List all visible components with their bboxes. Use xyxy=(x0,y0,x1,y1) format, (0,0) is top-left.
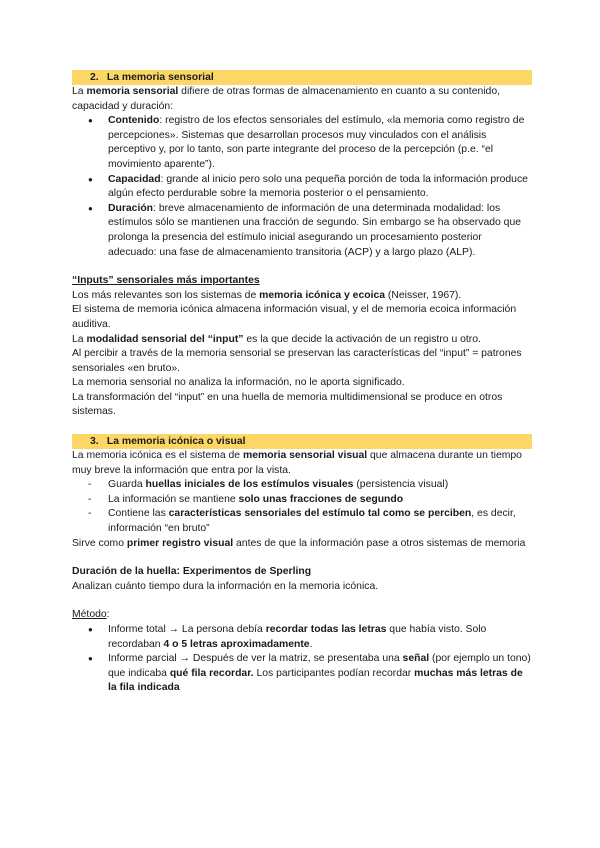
section-2-number: 2. xyxy=(90,72,99,83)
section-3-outro: Sirve como primer registro visual antes de que la información pase a otros sistemas de memoria xyxy=(72,537,526,549)
inputs-line-6: La transformación del “input” en una huella de memoria multidimensional se produce en otros sistemas. xyxy=(72,391,503,418)
bullet-capacidad: ● Capacidad: grande al inicio pero solo una pequeña porción de toda la información produce algún efecto perdurable sobre la memoria posterior o el pensamiento. xyxy=(108,173,532,202)
section-3-number: 3. xyxy=(90,436,99,448)
sperling-heading: Duración de la huella: Experimentos de Sperling xyxy=(72,566,312,578)
bullet-informe-parcial: ● Informe parcial → Después de ver la matriz, se presentaba una señal (por ejemplo un tono) que indicaba qué fila recordar. Los participantes podían recordar muchas más letras de la fila indicada xyxy=(108,652,532,696)
inputs-line-4: Al percibir a través de la memoria sensorial se preservan las características del “input” = patrones sensoriales «en bruto». xyxy=(72,348,522,374)
section-2-bullets xyxy=(72,114,532,260)
bullet-informe-total: ● Informe total → La persona debía recordar todas las letras que había visto. Solo recordaban 4 o 5 letras aproximadamente. xyxy=(108,623,532,652)
dash-item: - Guarda huellas iniciales de los estímulos visuales (persistencia visual) xyxy=(108,478,532,493)
inputs-heading: “Inputs” sensoriales más importantes xyxy=(72,275,260,287)
metodo-label: Método: xyxy=(72,609,110,621)
section-3-dash-list xyxy=(72,478,532,536)
section-3-title: La memoria icónica o visual xyxy=(106,436,246,448)
dash-item: - Contiene las características sensoriales del estímulo tal como se perciben, es decir, información “en bruto” xyxy=(108,507,532,536)
document-body xyxy=(72,70,532,696)
metodo-bullets xyxy=(72,623,532,696)
inputs-line-3: La modalidad sensorial del “input” es la que decide la activación de un registro u otro. xyxy=(72,333,481,345)
section-2-heading xyxy=(72,70,532,85)
inputs-line-5: La memoria sensorial no analiza la información, no le aporta significado. xyxy=(72,377,405,389)
section-2-title: La memoria sensorial xyxy=(106,72,214,83)
section-2-intro: La memoria sensorial difiere de otras formas de almacenamiento en cuanto a su contenido, capacidad y duración: xyxy=(72,86,501,112)
section-3-intro: La memoria icónica es el sistema de memoria sensorial visual que almacena durante un tiempo muy breve la información que entra por la vista. xyxy=(72,450,522,476)
bullet-contenido: ● Contenido: registro de los efectos sensoriales del estímulo, «la memoria como registro de percepciones». Sistemas que desarrollan procesos muy vinculados con el análisis perceptivo y, por lo tanto, son parte integrante del proceso de la percepción (p.e. “el movimiento aparente”). xyxy=(108,114,532,172)
inputs-line-2: El sistema de memoria icónica almacena información visual, y el de memoria ecoica información auditiva. xyxy=(72,304,517,330)
inputs-line-1: Los más relevantes son los sistemas de memoria icónica y ecoica (Neisser, 1967). xyxy=(72,289,462,301)
dash-item: - La información se mantiene solo unas fracciones de segundo xyxy=(108,493,532,508)
section-3-heading xyxy=(72,434,532,449)
bullet-duracion: ● Duración: breve almacenamiento de información de una determinada modalidad: los estímulos sólo se mantienen una fracción de segundo. Sin embargo se ha observado que prolonga la presencia del estímulo inicial asegurando un procesamiento posterior adecuado: una fase de almacenamiento transitoria (ACP) y a largo plazo (ALP). xyxy=(108,202,532,260)
sperling-description: Analizan cuánto tiempo dura la información en la memoria icónica. xyxy=(72,580,379,592)
